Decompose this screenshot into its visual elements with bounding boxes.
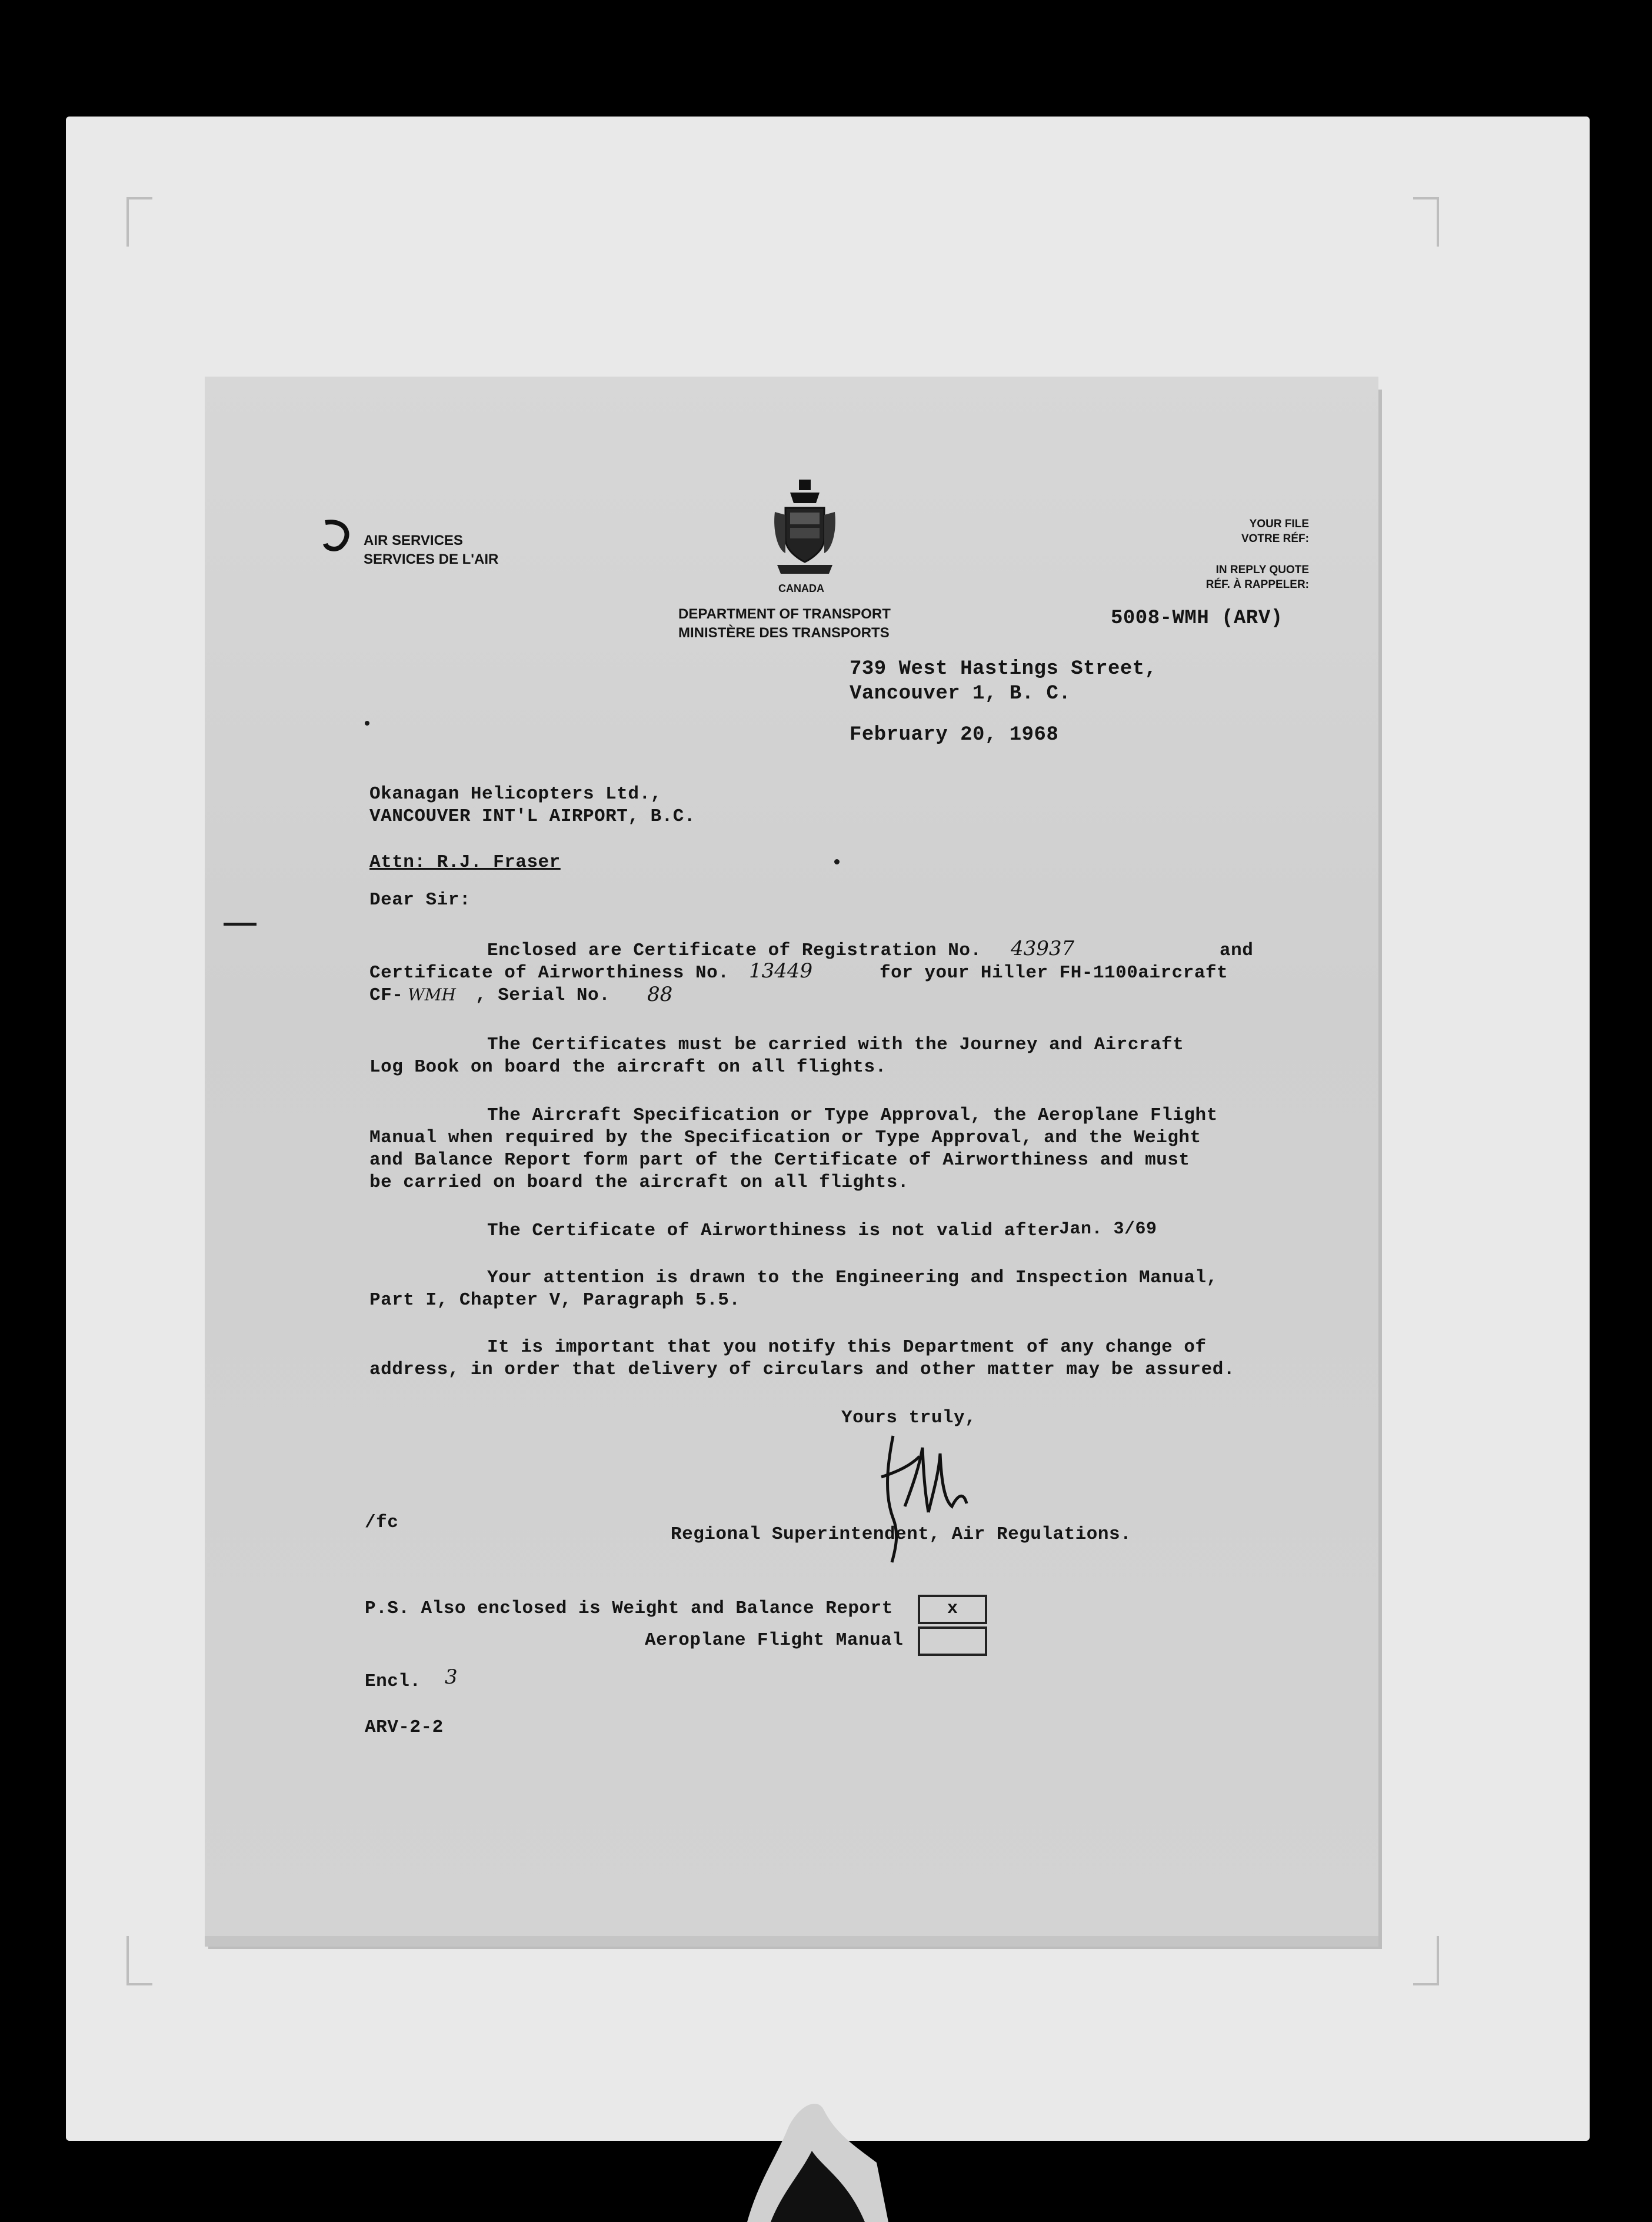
serial-number: 88	[647, 983, 673, 1006]
postscript-line2: Aeroplane Flight Manual	[645, 1630, 904, 1651]
body-p5-line2: Part I, Chapter V, Paragraph 5.5.	[369, 1290, 741, 1310]
form-code: ARV-2-2	[365, 1717, 444, 1738]
country-label: CANADA	[778, 583, 824, 594]
film-edge-artifact	[735, 2092, 888, 2222]
your-file-label-en: YOUR FILE	[1249, 518, 1309, 530]
registration-number: 43937	[1011, 937, 1075, 960]
body-p3-line2: Manual when required by the Specification or Type Approval, and the Weight	[369, 1127, 1201, 1148]
file-reference: 5008-WMH (ARV)	[1111, 607, 1283, 630]
weight-balance-mark: x	[947, 1599, 958, 1619]
service-name-fr: SERVICES DE L'AIR	[364, 551, 499, 567]
sender-address-line1: 739 West Hastings Street,	[850, 658, 1157, 680]
body-p1-registration-prefix: CF-	[369, 985, 404, 1006]
crop-mark-bottom-left	[126, 1936, 152, 1985]
recipient-name: Okanagan Helicopters Ltd.,	[369, 784, 662, 804]
service-name-en: AIR SERVICES	[364, 533, 463, 548]
recipient-address: VANCOUVER INT'L AIRPORT, B.C.	[369, 806, 695, 827]
typist-initials: /fc	[365, 1512, 399, 1533]
your-file-label-fr: VOTRE RÉF:	[1241, 533, 1309, 545]
expiry-date: Jan. 3/69	[1059, 1219, 1157, 1239]
closing: Yours truly,	[841, 1408, 977, 1428]
airworthiness-number: 13449	[749, 959, 813, 983]
crop-mark-bottom-right	[1413, 1936, 1439, 1985]
margin-dash-mark	[224, 923, 257, 926]
salutation: Dear Sir:	[369, 890, 471, 910]
body-p3-line4: be carried on board the aircraft on all flights.	[369, 1172, 909, 1193]
attention-line: Attn: R.J. Fraser	[369, 852, 561, 873]
department-name-en: DEPARTMENT OF TRANSPORT	[678, 606, 891, 622]
body-p2-line1: The Certificates must be carried with the Journey and Aircraft	[487, 1035, 1184, 1055]
body-p3-line3: and Balance Report form part of the Certificate of Airworthiness and must	[369, 1150, 1190, 1170]
reply-quote-label-en: IN REPLY QUOTE	[1215, 564, 1309, 576]
service-logo-icon	[319, 518, 355, 553]
crop-mark-top-left	[126, 197, 152, 247]
department-name-fr: MINISTÈRE DES TRANSPORTS	[678, 625, 890, 641]
postscript-line1: P.S. Also enclosed is Weight and Balance Report	[365, 1598, 893, 1619]
signatory-title: Regional Superintendent, Air Regulations.	[671, 1524, 1132, 1545]
coat-of-arms-icon	[772, 480, 837, 580]
body-p2-line2: Log Book on board the aircraft on all flights.	[369, 1057, 887, 1077]
body-p1-line1: Enclosed are Certificate of Registration No.	[487, 940, 982, 961]
body-p4: The Certificate of Airworthiness is not valid after	[487, 1220, 1061, 1241]
body-p1-aircraft-type: for your Hiller FH-1100aircraft	[880, 963, 1228, 983]
weight-balance-checkbox	[918, 1595, 987, 1624]
speck-mark	[365, 721, 369, 726]
letter-date: February 20, 1968	[850, 724, 1059, 746]
body-p5-line1: Your attention is drawn to the Engineering and Inspection Manual,	[487, 1268, 1218, 1288]
sender-address-line2: Vancouver 1, B. C.	[850, 683, 1071, 705]
speck-mark	[834, 859, 840, 864]
reply-quote-label-fr: RÉF. À RAPPELER:	[1205, 578, 1309, 591]
body-p1-serial-label: , Serial No.	[475, 985, 611, 1006]
flight-manual-checkbox	[918, 1626, 987, 1656]
crop-mark-top-right	[1413, 197, 1439, 247]
body-p1-line2: Certificate of Airworthiness No.	[369, 963, 730, 983]
body-p6-line2: address, in order that delivery of circulars and other matter may be assured.	[369, 1359, 1235, 1380]
body-p1-and: and	[1220, 940, 1254, 961]
body-p3-line1: The Aircraft Specification or Type Approval, the Aeroplane Flight	[487, 1105, 1218, 1126]
aircraft-marks: WMH	[408, 985, 456, 1004]
letter-page	[205, 377, 1378, 1936]
handwritten-signature	[870, 1430, 975, 1565]
enclosures-count: 3	[445, 1665, 458, 1689]
enclosures-label: Encl.	[365, 1671, 421, 1692]
body-p6-line1: It is important that you notify this Department of any change of	[487, 1337, 1207, 1358]
